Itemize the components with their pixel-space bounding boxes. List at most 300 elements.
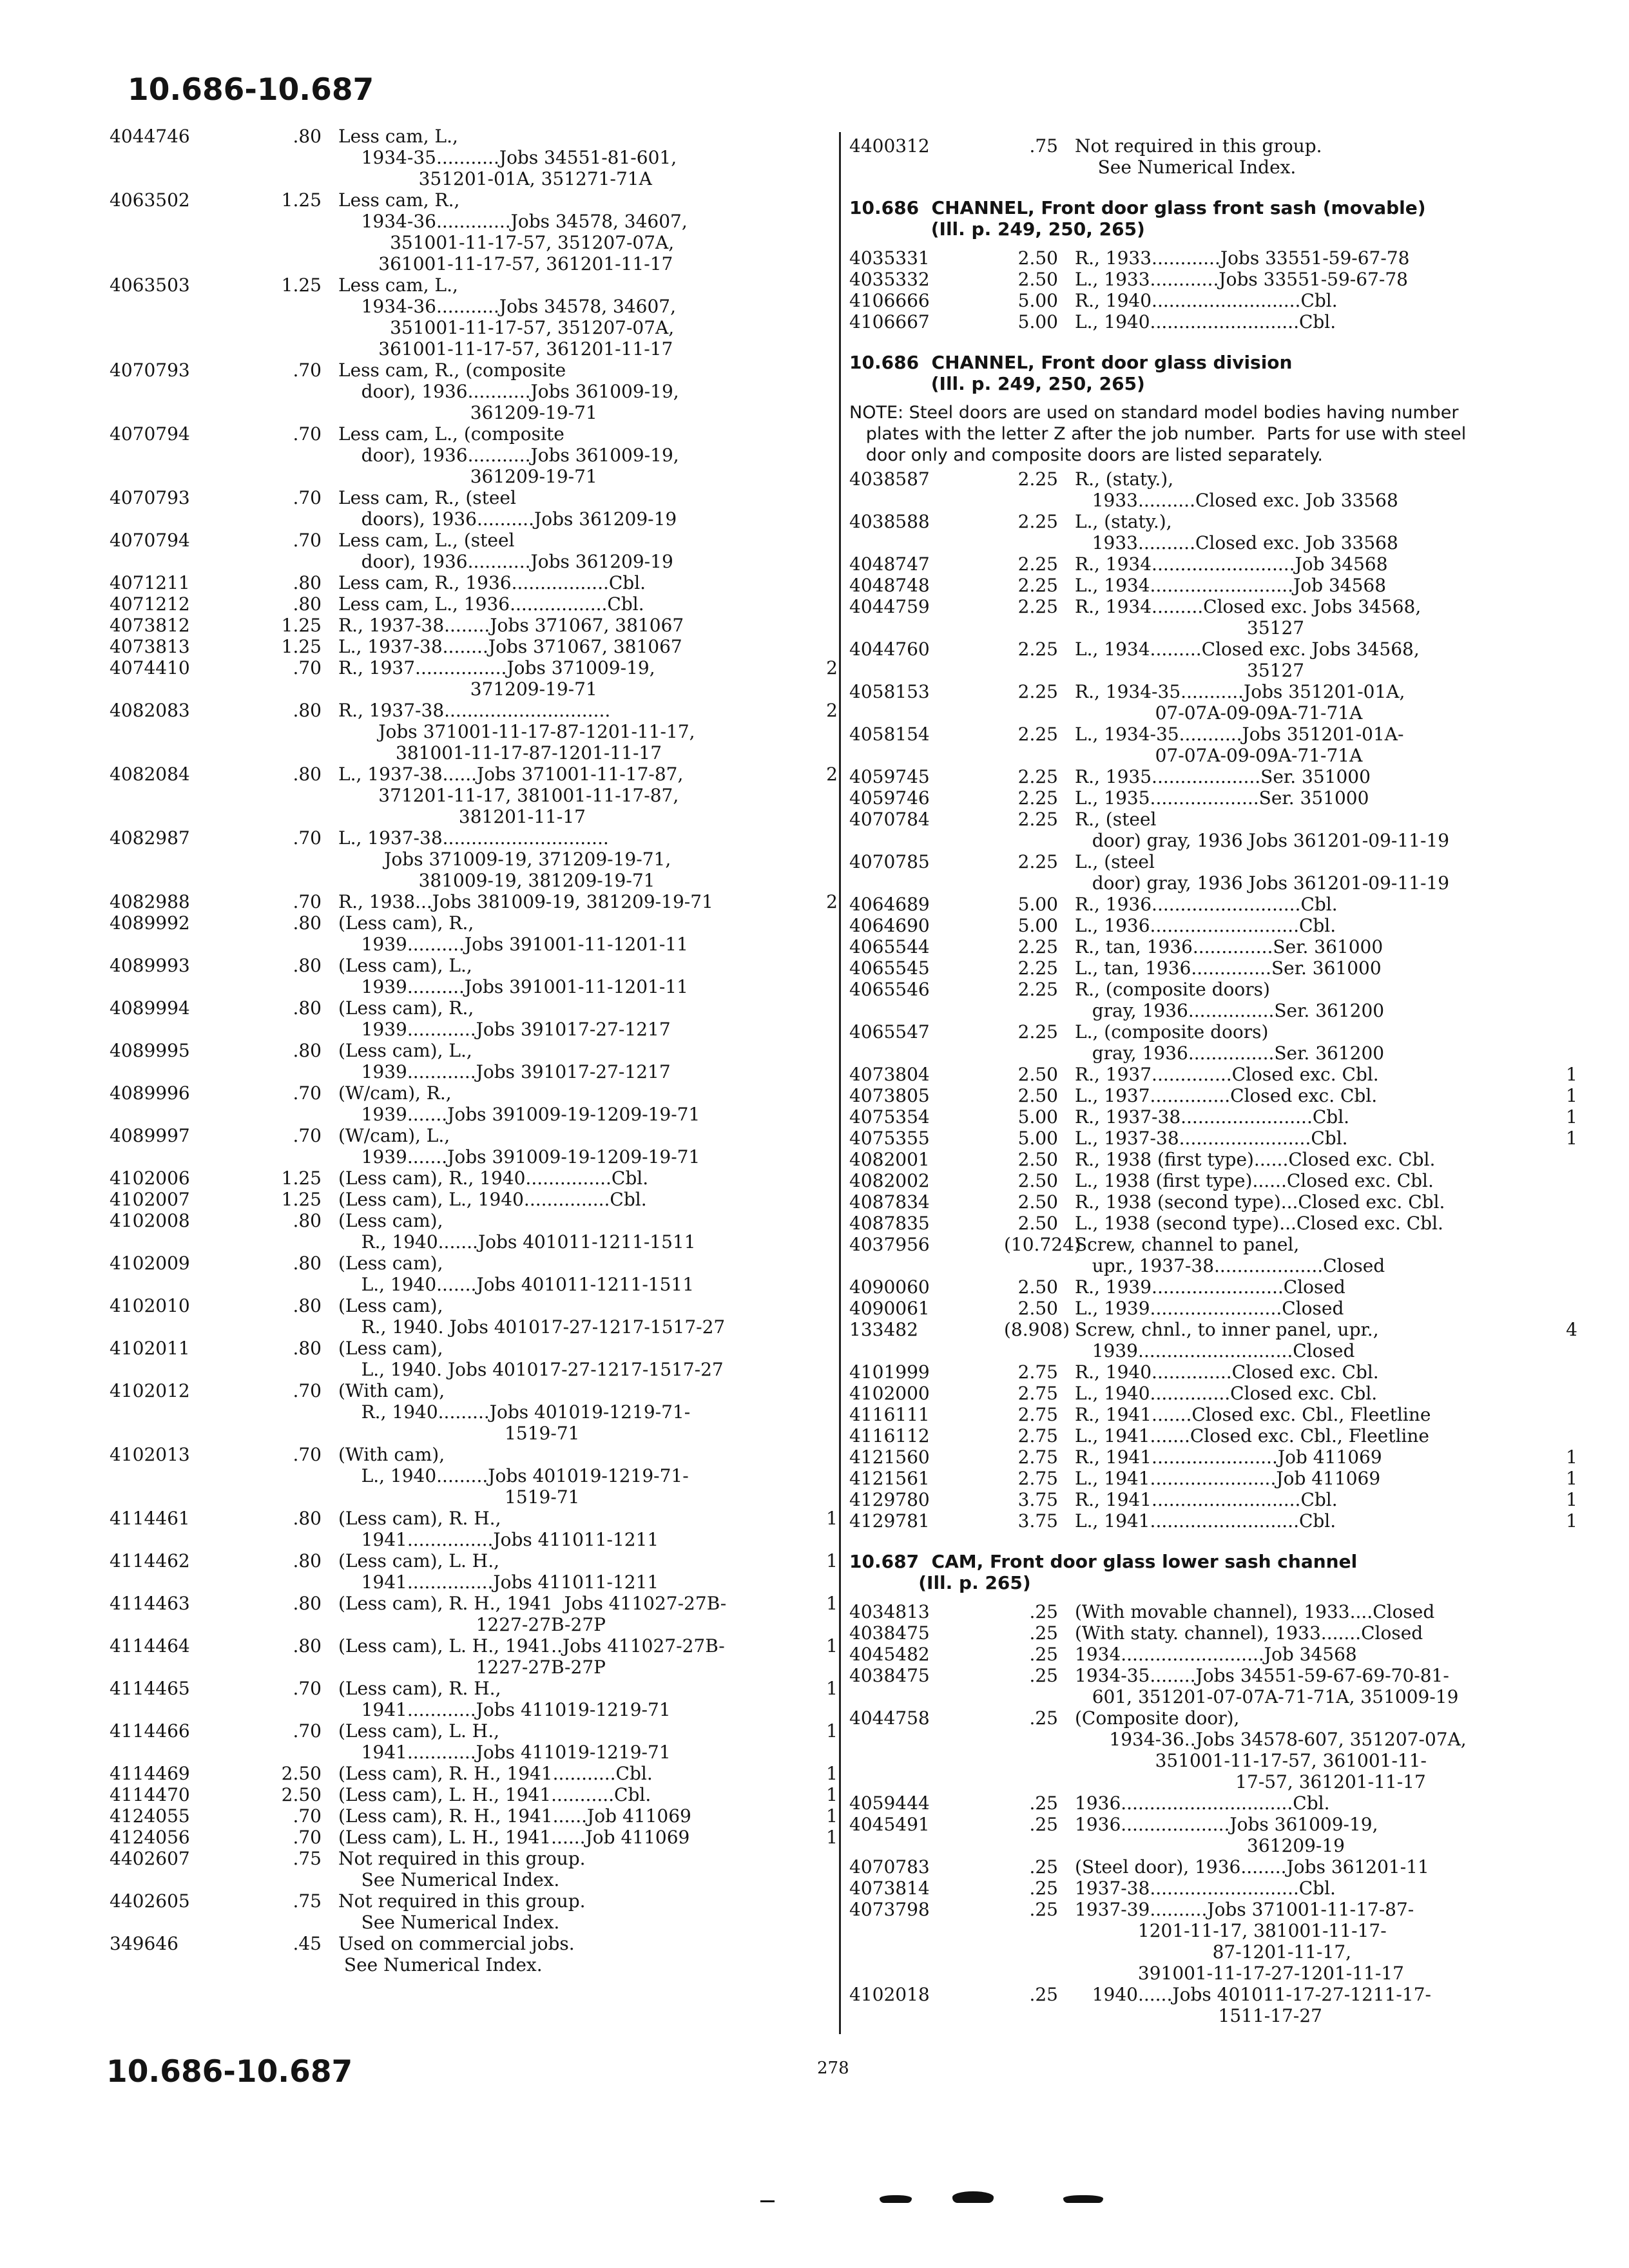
part-quantity [1513,1404,1577,1425]
part-price: (8.908) [1004,1319,1070,1340]
catalog-entry [849,1856,1577,1878]
catalog-entry [110,274,838,360]
catalog-entry [849,1383,1577,1404]
part-price: 5.00 [1017,1106,1058,1128]
part-number: 4082084 [110,764,190,785]
part-description: 1936...................Jobs 361009-19, 361209-19 [1075,1814,1378,1856]
part-price: .25 [1029,1665,1058,1686]
part-description: Not required in this group. See Numerical Index. [338,1890,586,1933]
part-quantity [809,572,838,593]
part-description: L., 1941......................Job 411069 [1075,1468,1381,1489]
part-price: .80 [293,1040,322,1061]
part-quantity [1513,553,1577,575]
part-quantity [809,126,838,189]
part-price: .80 [293,126,322,147]
part-number: 4059746 [849,787,930,809]
part-price: .70 [293,1444,322,1465]
part-quantity [809,1189,838,1210]
part-description: L., 1934-35...........Jobs 351201-01A- 07-07A-09-09A-71-71A [1075,724,1404,766]
part-quantity: 4 [1566,1319,1577,1340]
part-price: 1.25 [281,189,322,211]
part-price: 2.50 [1017,1191,1058,1213]
part-price: .25 [1029,1856,1058,1878]
part-number: 4121561 [849,1468,930,1489]
section-title-glass-division-channel: 10.686 CHANNEL, Front door glass division (Ill. p. 249, 250, 265) [849,352,1293,394]
part-description: Less cam, R., (steel doors), 1936..........Jobs 361209-19 [338,487,677,530]
catalog-entry [110,593,838,615]
catalog-entry [849,1085,1577,1106]
page-footer: 10.686-10.687 [106,2054,353,2090]
part-number: 4073813 [110,636,190,657]
part-description: Used on commercial jobs. See Numerical Index. [338,1933,575,1975]
scan-mark [952,2191,994,2203]
scan-mark [880,2195,912,2203]
catalog-entry [110,764,838,827]
part-description: (W/cam), R., 1939.......Jobs 391009-19-1209-19-71 [338,1082,700,1125]
part-description: L., 1937..............Closed exc. Cbl. [1075,1085,1378,1106]
part-quantity: 1 [1566,1510,1577,1532]
part-number: 4102011 [110,1338,190,1359]
catalog-entry [110,997,838,1040]
part-number: 4082987 [110,827,190,849]
catalog-entry [110,1082,838,1125]
catalog-entry [110,1720,838,1763]
part-price: .70 [293,1380,322,1401]
catalog-entry [110,126,838,189]
part-quantity [809,1848,838,1890]
part-number: 4129780 [849,1489,930,1510]
part-quantity [809,1890,838,1933]
part-number: 4089992 [110,912,190,934]
part-number: 4064689 [849,894,930,915]
part-number: 4089997 [110,1125,190,1146]
catalog-entry [849,1510,1577,1532]
part-number: 4114470 [110,1784,190,1805]
part-description: 1937-38..........................Cbl. [1075,1878,1336,1899]
part-description: (Less cam), L., 1940. Jobs 401017-27-1217-1517-27 [338,1338,724,1380]
part-description: Screw, chnl., to inner panel, upr., 1939...........................Closed [1075,1319,1379,1361]
part-quantity [1513,1665,1577,1707]
part-number: 4114464 [110,1635,190,1657]
part-number: 4034813 [849,1601,930,1622]
part-description: (Less cam), L., 1940.......Jobs 401011-1211-1511 [338,1253,695,1295]
catalog-entry [849,1191,1577,1213]
catalog-entry [110,1933,838,1975]
part-description: (Composite door), 1934-36..Jobs 34578-607, 351207-07A, 351001-11-17-57, 361001-11- 17-57, 361201-11-17 [1075,1707,1467,1792]
catalog-entry [110,1550,838,1593]
catalog-entry [110,1678,838,1720]
part-price: 2.25 [1017,468,1058,490]
part-price: 5.00 [1017,1128,1058,1149]
part-price: .70 [293,487,322,508]
scan-marks [760,2187,1121,2207]
part-number: 4087835 [849,1213,930,1234]
part-quantity [809,1168,838,1189]
catalog-entry [110,530,838,572]
section-title-lower-sash-cam: 10.687 CAM, Front door glass lower sash channel (Ill. p. 265) [849,1551,1358,1593]
part-description: Less cam, L., 1934-36...........Jobs 34578, 34607, 351001-11-17-57, 351207-07A, 361001-11-17-57, 361201-11-17 [338,274,676,360]
catalog-entry [849,290,1577,311]
part-quantity [809,1210,838,1253]
part-description: (Less cam), R. H., 1941......Job 411069 [338,1805,691,1827]
part-number: 4087834 [849,1191,930,1213]
part-quantity [1513,1601,1577,1622]
part-number: 4400312 [849,135,930,157]
part-number: 4082002 [849,1170,930,1191]
part-price: .80 [293,1253,322,1274]
part-price: 2.25 [1017,957,1058,979]
part-number: 4058154 [849,724,930,745]
part-price: 2.25 [1017,596,1058,617]
part-description: R., 1937-38........Jobs 371067, 381067 [338,615,684,636]
part-quantity: 1 [1566,1064,1577,1085]
part-price: .80 [293,572,322,593]
part-price: 1.25 [281,274,322,296]
catalog-entry [849,979,1577,1021]
part-number: 4044760 [849,639,930,660]
part-quantity: 1 [826,1678,838,1699]
part-price: .70 [293,1805,322,1827]
part-price: 2.25 [1017,511,1058,532]
part-description: L., (composite doors) gray, 1936...............Ser. 361200 [1075,1021,1385,1064]
part-price: 5.00 [1017,290,1058,311]
part-description: R., 1934.........Closed exc. Jobs 34568, 35127 [1075,596,1422,639]
part-quantity: 1 [1566,1468,1577,1489]
part-price: 2.25 [1017,639,1058,660]
part-description: R., 1936..........................Cbl. [1075,894,1338,915]
page-number: 278 [817,2059,849,2078]
part-description: (Less cam), L. H., 1941...............Jobs 411011-1211 [338,1550,659,1593]
part-number: 4102012 [110,1380,190,1401]
catalog-entry [849,1707,1577,1792]
catalog-entry [849,1468,1577,1489]
part-description: L., 1941.......Closed exc. Cbl., Fleetline [1075,1425,1429,1446]
part-price: 1.25 [281,636,322,657]
part-number: 4102009 [110,1253,190,1274]
part-number: 4038475 [849,1622,930,1644]
part-description: L., 1935...................Ser. 351000 [1075,787,1369,809]
catalog-entry [110,360,838,423]
catalog-entry [849,1064,1577,1085]
part-number: 4038588 [849,511,930,532]
part-number: 4073814 [849,1878,930,1899]
part-price: 5.00 [1017,894,1058,915]
part-description: 1937-39..........Jobs 371001-11-17-87- 1201-11-17, 381001-11-17- 87-1201-11-17, 391001-11-17-27-1201-11-17 [1075,1899,1414,1984]
part-number: 4102006 [110,1168,190,1189]
catalog-entry [110,1593,838,1635]
part-description: 1940......Jobs 401011-17-27-1211-17- 1511-17-27 [1092,1984,1431,2026]
part-price: .80 [293,1508,322,1529]
part-quantity [809,487,838,530]
part-quantity [1513,1191,1577,1213]
catalog-entry [849,1276,1577,1298]
part-description: L., tan, 1936..............Ser. 361000 [1075,957,1382,979]
part-quantity: 1 [826,1593,838,1614]
part-quantity [1513,1213,1577,1234]
part-price: .80 [293,997,322,1019]
part-number: 4102000 [849,1383,930,1404]
catalog-entry [110,1444,838,1508]
catalog-entry [110,1168,838,1189]
catalog-entry [849,596,1577,639]
part-quantity [809,636,838,657]
part-description: L., 1936..........................Cbl. [1075,915,1336,936]
part-description: L., 1934.........................Job 34568 [1075,575,1387,596]
part-description: R., 1938 (second type)...Closed exc. Cbl. [1075,1191,1445,1213]
catalog-entry [849,1425,1577,1446]
part-number: 4089996 [110,1082,190,1104]
part-number: 4065547 [849,1021,930,1043]
catalog-entry [849,1234,1577,1276]
part-description: (Less cam), R., 1939............Jobs 391017-27-1217 [338,997,671,1040]
catalog-entry [849,1644,1577,1665]
part-description: (With cam), L., 1940.........Jobs 401019-1219-71- 1519-71 [338,1444,689,1508]
catalog-entry [110,827,838,891]
part-price: .25 [1029,1792,1058,1814]
part-price: .70 [293,360,322,381]
part-quantity [809,189,838,274]
catalog-entry [849,1446,1577,1468]
part-price: 2.25 [1017,681,1058,702]
part-number: 4114466 [110,1720,190,1742]
part-description: Screw, channel to panel, upr., 1937-38...................Closed [1075,1234,1385,1276]
part-price: .80 [293,1295,322,1316]
catalog-entry [110,1805,838,1827]
part-number: 4114469 [110,1763,190,1784]
part-description: R., tan, 1936..............Ser. 361000 [1075,936,1383,957]
part-price: 2.50 [1017,247,1058,269]
part-quantity [1513,1856,1577,1878]
part-quantity: 2 [826,657,838,678]
part-quantity [1513,1276,1577,1298]
catalog-entry [110,1380,838,1444]
part-description: L., 1937-38.......................Cbl. [1075,1128,1348,1149]
section-title-front-sash-channel: 10.686 CHANNEL, Front door glass front sash (movable) (Ill. p. 249, 250, 265) [849,197,1426,240]
part-quantity: 1 [826,1508,838,1529]
catalog-entry [110,487,838,530]
part-quantity [809,615,838,636]
part-price: .80 [293,1210,322,1231]
part-number: 4070784 [849,809,930,830]
page-header: 10.686-10.687 [128,72,374,108]
part-description: Less cam, L., (composite door), 1936...........Jobs 361009-19, 361209-19-71 [338,423,679,487]
part-number: 4073812 [110,615,190,636]
part-number: 4045491 [849,1814,930,1835]
part-number: 4082988 [110,891,190,912]
part-quantity [809,912,838,955]
part-price: .80 [293,1635,322,1657]
part-description: (Less cam), L., 1939..........Jobs 391001-11-1201-11 [338,955,688,997]
part-description: L., 1937-38............................. Jobs 371009-19, 371209-19-71, 381009-19, 381209-19-71 [338,827,671,891]
part-number: 4101999 [849,1361,930,1383]
part-quantity [809,997,838,1040]
catalog-entry [849,1128,1577,1149]
part-description: 1934.........................Job 34568 [1075,1644,1357,1665]
part-price: .25 [1029,1984,1058,2005]
part-number: 4071211 [110,572,190,593]
part-quantity [1513,766,1577,787]
part-price: 2.25 [1017,787,1058,809]
catalog-entry [849,1298,1577,1319]
part-description: L., (steel door) gray, 1936 Jobs 361201-09-11-19 [1075,851,1450,894]
part-description: (Steel door), 1936........Jobs 361201-11 [1075,1856,1429,1878]
part-price: .75 [293,1890,322,1912]
part-number: 4038475 [849,1665,930,1686]
part-description: (Less cam), R., 1940...............Cbl. [338,1168,649,1189]
part-price: (10.724) [1004,1234,1081,1255]
part-quantity [1513,468,1577,511]
part-price: 2.75 [1017,1361,1058,1383]
part-description: R., 1937-38.......................Cbl. [1075,1106,1350,1128]
part-quantity [1513,936,1577,957]
part-number: 4073805 [849,1085,930,1106]
part-number: 4114461 [110,1508,190,1529]
part-number: 4129781 [849,1510,930,1532]
part-description: Less cam, R., 1934-36.............Jobs 34578, 34607, 351001-11-17-57, 351207-07A, 361001-11-17-57, 361201-11-17 [338,189,688,274]
catalog-entry [110,891,838,912]
part-quantity [809,1444,838,1508]
catalog-entry [849,1489,1577,1510]
part-quantity [809,593,838,615]
part-price: .25 [1029,1644,1058,1665]
part-quantity [1513,851,1577,894]
catalog-entry [849,247,1577,269]
catalog-entry [110,423,838,487]
part-price: .70 [293,530,322,551]
part-quantity [1513,1622,1577,1644]
part-quantity [809,530,838,572]
part-number: 4082001 [849,1149,930,1170]
catalog-entry [849,1601,1577,1622]
part-description: R., (staty.), 1933..........Closed exc. Job 33568 [1075,468,1398,511]
part-description: L., 1937-38......Jobs 371001-11-17-87, 371201-11-17, 381001-11-17-87, 381201-11-17 [338,764,684,827]
part-number: 4402607 [110,1848,190,1869]
part-number: 4114462 [110,1550,190,1571]
part-quantity [1513,1383,1577,1404]
part-quantity [1513,1234,1577,1276]
catalog-entry [849,809,1577,851]
part-quantity [1513,1425,1577,1446]
part-number: 4044746 [110,126,190,147]
part-number: 4065545 [849,957,930,979]
catalog-entry [849,311,1577,332]
part-description: L., (staty.), 1933..........Closed exc. Job 33568 [1075,511,1398,553]
catalog-entry [849,1665,1577,1707]
part-price: 1.25 [281,615,322,636]
part-price: .70 [293,1125,322,1146]
part-description: L., 1941..........................Cbl. [1075,1510,1336,1532]
part-price: 2.50 [1017,1276,1058,1298]
part-price: 2.50 [1017,1085,1058,1106]
part-quantity [1513,1792,1577,1814]
part-quantity [1513,1984,1577,2026]
part-number: 4044758 [849,1707,930,1729]
part-quantity [809,1125,838,1168]
part-quantity [809,423,838,487]
part-quantity [809,1338,838,1380]
part-description: (Less cam), R., 1940. Jobs 401017-27-1217-1517-27 [338,1295,726,1338]
part-description: R., 1938...Jobs 381009-19, 381209-19-71 [338,891,713,912]
part-price: .70 [293,423,322,445]
part-number: 4102013 [110,1444,190,1465]
part-quantity: 1 [826,1720,838,1742]
part-description: (With cam), R., 1940.........Jobs 401019-1219-71- 1519-71 [338,1380,691,1444]
part-description: Less cam, R., (composite door), 1936...........Jobs 361009-19, 361209-19-71 [338,360,679,423]
part-description: (Less cam), R. H., 1941...........Cbl. [338,1763,653,1784]
catalog-entry [849,957,1577,979]
catalog-entry [849,1021,1577,1064]
part-quantity: 1 [1566,1128,1577,1149]
part-quantity [1513,311,1577,332]
part-quantity: 1 [826,1784,838,1805]
part-number: 4045482 [849,1644,930,1665]
part-quantity: 2 [826,700,838,721]
part-number: 4038587 [849,468,930,490]
part-number: 4070793 [110,360,190,381]
catalog-entry [110,1210,838,1253]
part-price: .80 [293,1338,322,1359]
part-number: 4102007 [110,1189,190,1210]
part-price: .70 [293,827,322,849]
part-number: 4075355 [849,1128,930,1149]
catalog-entry [849,1404,1577,1425]
catalog-entry [849,1878,1577,1899]
part-price: .70 [293,1720,322,1742]
part-quantity [1513,596,1577,639]
catalog-entry [110,615,838,636]
catalog-entry [110,572,838,593]
catalog-entry [110,1890,838,1933]
catalog-entry [110,1253,838,1295]
part-price: 2.25 [1017,936,1058,957]
part-price: 2.25 [1017,979,1058,1000]
part-number: 133482 [849,1319,918,1340]
part-description: Not required in this group. See Numerical Index. [1075,135,1322,178]
part-number: 4116112 [849,1425,930,1446]
catalog-entry [849,915,1577,936]
catalog-entry [849,1984,1577,2026]
part-number: 4064690 [849,915,930,936]
catalog-entry [849,135,1577,178]
part-price: .80 [293,955,322,976]
part-quantity [1513,269,1577,290]
part-quantity [1513,1899,1577,1984]
part-price: 2.75 [1017,1383,1058,1404]
part-quantity [809,1295,838,1338]
part-number: 4070793 [110,487,190,508]
part-quantity [1513,1170,1577,1191]
part-quantity [1513,1021,1577,1064]
catalog-entry [849,511,1577,553]
part-quantity [1513,575,1577,596]
scan-mark [1063,2195,1103,2203]
part-price: 2.50 [1017,1213,1058,1234]
part-description: L., 1939.......................Closed [1075,1298,1344,1319]
catalog-entry [110,657,838,700]
part-number: 4106666 [849,290,930,311]
part-price: .25 [1029,1878,1058,1899]
part-description: (Less cam), R. H., 1941............Jobs 411019-1219-71 [338,1678,671,1720]
part-price: .75 [293,1848,322,1869]
part-description: (Less cam), L. H., 1941..Jobs 411027-27B- 1227-27B-27P [338,1635,725,1678]
part-price: .80 [293,1593,322,1614]
part-quantity [809,274,838,360]
part-price: 2.25 [1017,575,1058,596]
catalog-entry [110,1784,838,1805]
catalog-entry [110,189,838,274]
part-price: .70 [293,1678,322,1699]
part-number: 4059745 [849,766,930,787]
